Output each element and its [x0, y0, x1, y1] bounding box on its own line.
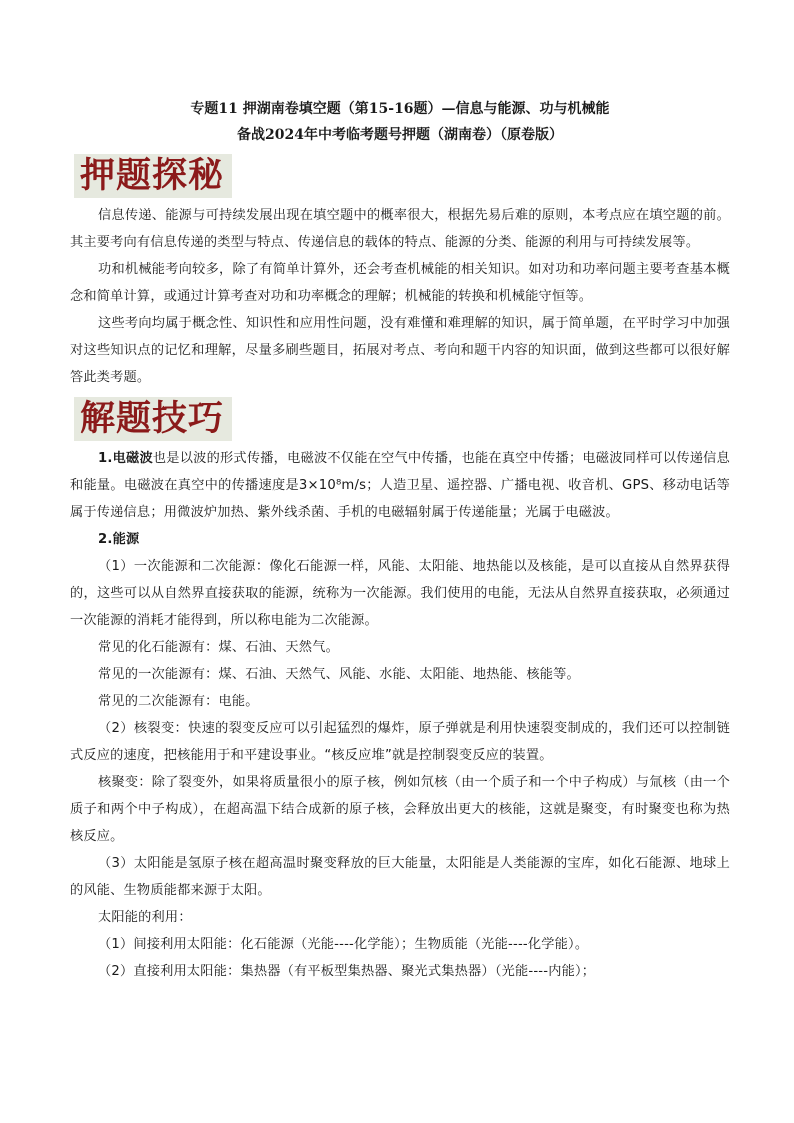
solar-energy: （3）太阳能是氢原子核在超高温时聚变释放的巨大能量，太阳能是人类能源的宝库，如化石能源、地球上的风能、生物质能都来源于太阳。 [70, 856, 730, 898]
secondary-energy-list: 常见的二次能源有：电能。 [98, 694, 259, 709]
nuclear-fission: （2）核裂变：快速的裂变反应可以引起猛烈的爆炸，原子弹就是利用快速裂变制成的，我们还可以控制链式反应的速度，把核能用于和平建设事业。“核反应堆”就是控制裂变反应的装置。 [70, 721, 730, 763]
tip-text-1: 也是以波的形式传播，电磁波不仅能在空气中传播，也能在真空中传播；电磁波同样可以传递信息和能量。电磁波在真空中的传播速度是3×10⁸m/s；人造卫星、遥控器、广播电视、收音机、GPS、移动电话等属于传递信息；用微波炉加热、紫外线杀菌、手机的电磁辐射属于传递能量；光属于电磁波。 [70, 451, 730, 520]
fossil-energy-list: 常见的化石能源有：煤、石油、天然气。 [98, 640, 339, 655]
intro-paragraph-3: 这些考向均属于概念性、知识性和应用性问题，没有难懂和难理解的知识，属于简单题，在平时学习中加强对这些知识点的记忆和理解，尽量多刷些题目，拓展对考点、考向和题干内容的知识面，做到这些都可以很好解答此类考题。 [70, 316, 730, 385]
intro-paragraph-1: 信息传递、能源与可持续发展出现在填空题中的概率很大，根据先易后难的原则，本考点应在填空题的前。其主要考向有信息传递的类型与特点、传递信息的载体的特点、能源的分类、能源的利用与可持续发展等。 [70, 208, 730, 250]
title-line-2: 备战2024年中考临考题号押题（湖南卷）（原卷版） [237, 127, 563, 143]
section-banner-tips: 解题技巧 [74, 397, 232, 441]
tip-electromagnetic-wave [70, 445, 730, 526]
title-line-1: 专题11 押湖南卷填空题（第15-16题）—信息与能源、功与机械能 [190, 101, 610, 117]
section-banner-secret: 押题探秘 [74, 154, 232, 198]
primary-energy-list: 常见的一次能源有：煤、石油、天然气、风能、水能、太阳能、地热能、核能等。 [98, 667, 580, 682]
solar-direct-use: （2）直接利用太阳能：集热器（有平板型集热器、聚光式集热器）（光能----内能）； [98, 964, 596, 979]
tip-label-1: 1.电磁波 [98, 451, 153, 466]
energy-primary-secondary: （1）一次能源和二次能源：像化石能源一样，风能、太阳能、地热能以及核能，是可以直接从自然界获得的，这些可以从自然界直接获取的能源，统称为一次能源。我们使用的电能，无法从自然界直接获取，必须通过一次能源的消耗才能得到，所以称电能为二次能源。 [70, 559, 730, 628]
solar-indirect-use: （1）间接利用太阳能：化石能源（光能----化学能）；生物质能（光能----化学能）。 [98, 937, 589, 952]
intro-paragraph-2: 功和机械能考向较多，除了有简单计算外，还会考查机械能的相关知识。如对功和功率问题主要考查基本概念和简单计算，或通过计算考查对功和功率概念的理解；机械能的转换和机械能守恒等。 [70, 262, 730, 304]
tip-label-2: 2.能源 [98, 532, 140, 547]
solar-use-heading: 太阳能的利用： [98, 910, 192, 925]
nuclear-fusion: 核聚变：除了裂变外，如果将质量很小的原子核，例如氘核（由一个质子和一个中子构成）与氚核（由一个质子和两个中子构成），在超高温下结合成新的原子核，会释放出更大的核能，这就是聚变，有时聚变也称为热核反应。 [70, 775, 730, 844]
